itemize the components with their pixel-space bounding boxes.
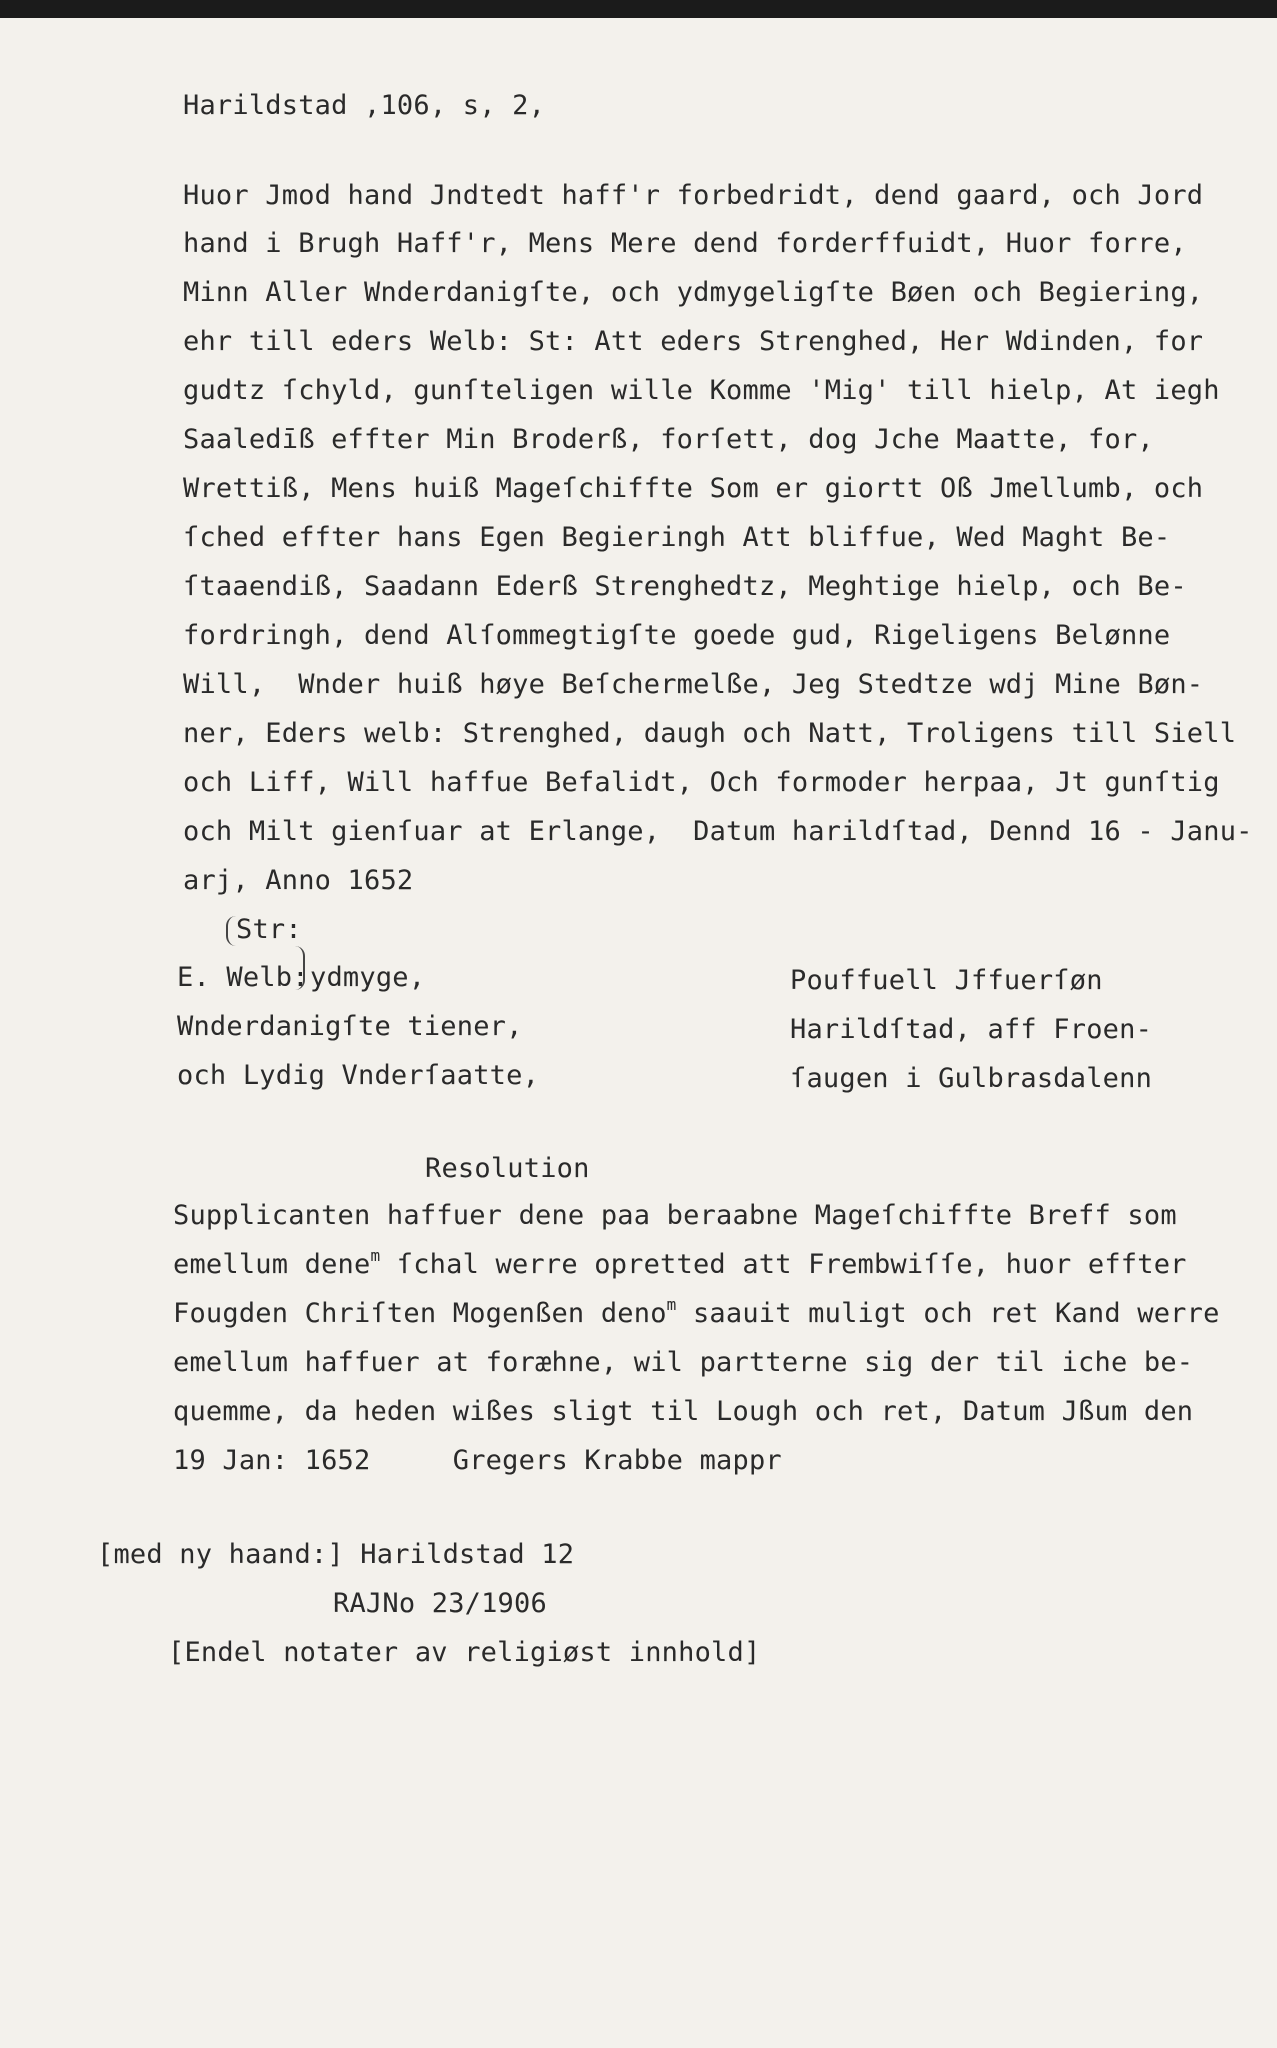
resolution-line: emellum haffuer at foræhne, wil partterne sig der til iche be- [173,1347,1194,1378]
body-line: fordringh, dend Alſommegtigſte goede gud, Rigeligens Belønne [183,620,1171,651]
note-line: [Endel notater av religiøst innhold] [168,1637,761,1668]
note-line: RAJNo 23/1906 [333,1588,547,1619]
resolution-title: Resolution [425,1153,590,1184]
body-line: och Liff, Will haffue Befalidt, Och formoder herpaa, Jt gunſtig [183,767,1220,798]
resolution-line: quemme, da heden wißes sligt til Lough och ret, Datum Jßum den [173,1396,1194,1427]
resolution-text: Fougden Chriſten Mogenßen deno [173,1298,667,1329]
resolution-text: saauit muligt och ret Kand werre [676,1298,1220,1329]
body-line: gudtz ſchyld, gunſteligen wille Komme 'Mig' till hielp, At iegh [183,375,1220,406]
signature-str: Str: [236,914,302,945]
body-line: ſched effter hans Egen Begieringh Att bliffue, Wed Maght Be- [183,522,1171,553]
body-line: Will, Wnder huiß høye Beſchermelße, Jeg Stedtze wdj Mine Bøn- [183,669,1204,700]
resolution-text: ſchal werre opretted att Frembwiſſe, huor effter [380,1249,1187,1280]
resolution-text: emellum dene [173,1249,371,1280]
resolution-line: 19 Jan: 1652 Gregers Krabbe mappr [173,1445,782,1476]
signature-left-line: E. Welb: [177,962,309,993]
note-line: [med ny haand:] Harildstad 12 [97,1539,575,1570]
resolution-line [173,1246,1187,1281]
page-header: Harildstad ,106, s, 2, [183,90,546,121]
signature-right-line: ſaugen i Gulbrasdalenn [790,1063,1153,1094]
body-line: Huor Jmod hand Jndtedt haff'r forbedridt, dend gaard, och Jord [183,180,1204,211]
signature-left-line: Wnderdanigſte tiener, [177,1011,523,1042]
signature-left-line: och Lydig Vnderſaatte, [177,1060,540,1091]
signature-left-line: ydmyge, [310,962,426,993]
bracket-right [295,946,305,990]
body-line: och Milt gienſuar at Erlange, Datum harildſtad, Dennd 16 - Janu- [183,816,1253,847]
signature-right-line: Pouffuell Jffuerſøn [790,965,1103,996]
body-line: Minn Aller Wnderdanigſte, och ydmygeligſte Bøen och Begiering, [183,277,1204,308]
superscript-m: m [370,1246,381,1265]
bracket-left [226,916,236,946]
resolution-line [173,1295,1220,1330]
body-line: Wrettiß, Mens huiß Mageſchiffte Som er giortt Oß Jmellumb, och [183,473,1204,504]
body-line: hand i Brugh Haff'r, Mens Mere dend forderffuidt, Huor forre, [183,228,1187,259]
body-line: ner, Eders welb: Strenghed, daugh och Natt, Troligens till Siell [183,718,1237,749]
superscript-m: m [666,1295,677,1314]
body-line: arj, Anno 1652 [183,865,414,896]
document-page [0,18,1277,2048]
body-line: ſtaaendiß, Saadann Ederß Strenghedtz, Meghtige hielp, och Be- [183,571,1187,602]
signature-right-line: Harildſtad, aff Froen- [790,1014,1153,1045]
body-line: ehr till eders Welb: St: Att eders Strenghed, Her Wdinden, for [183,326,1204,357]
resolution-line: Supplicanten haffuer dene paa beraabne Mageſchiffte Breff som [173,1200,1177,1231]
body-line: Saaledīß effter Min Broderß, forſett, dog Jche Maatte, for, [183,424,1154,455]
